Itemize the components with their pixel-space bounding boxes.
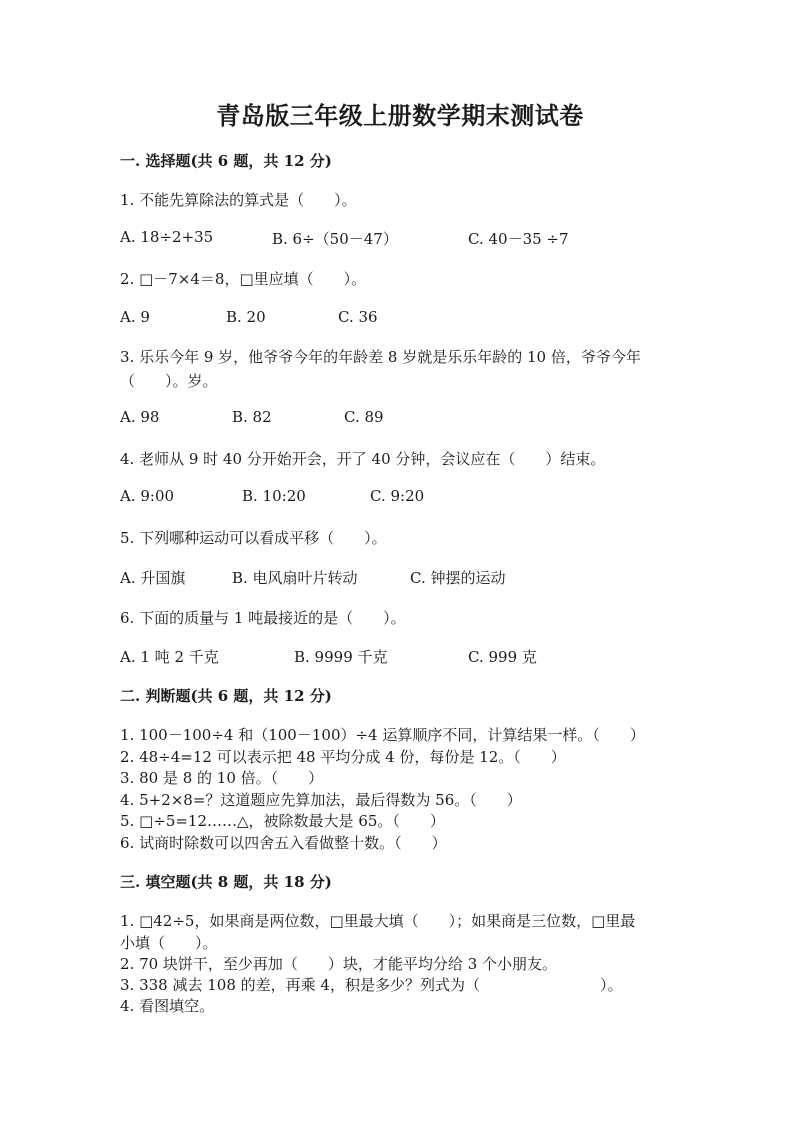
- question-stem: 5. 下列哪种运动可以看成平移（ ）。: [120, 529, 387, 547]
- option-b: B. 6÷（50－47）: [272, 230, 398, 248]
- option-c: C. 999 克: [468, 648, 537, 666]
- option-b: B. 9999 千克: [294, 648, 388, 666]
- list-item: 3. 338 减去 108 的差，再乘 4，积是多少？列式为（ ）。: [120, 976, 623, 994]
- option-a: A. 1 吨 2 千克: [120, 648, 219, 666]
- question-stem: 1. 不能先算除法的算式是（ ）。: [120, 191, 357, 209]
- question-stem: 6. 下面的质量与 1 吨最接近的是（ ）。: [120, 609, 406, 627]
- question-stem-continued: （ ）。岁。: [120, 372, 218, 390]
- option-c: C. 36: [338, 308, 378, 326]
- option-b: B. 电风扇叶片转动: [232, 569, 358, 587]
- option-a: A. 18÷2+35: [120, 228, 214, 246]
- list-item: 3. 80 是 8 的 10 倍。（ ）: [120, 769, 324, 787]
- section-heading-fill-blank: 三. 填空题(共 8 题，共 18 分): [120, 873, 332, 891]
- option-a: A. 9: [120, 308, 150, 326]
- list-item: 6. 试商时除数可以四舍五入看做整十数。（ ）: [120, 834, 447, 852]
- option-b: B. 20: [226, 308, 266, 326]
- question-stem: 4. 老师从 9 时 40 分开始开会，开了 40 分钟，会议应在（ ）结束。: [120, 450, 606, 468]
- section-heading-judgement: 二. 判断题(共 6 题，共 12 分): [120, 687, 332, 705]
- list-item-continued: 小填（ ）。: [120, 934, 218, 952]
- list-item: 1. □42÷5，如果商是两位数，□里最大填（ ）；如果商是三位数，□里最: [120, 912, 636, 930]
- option-b: B. 82: [232, 408, 272, 426]
- page-title: 青岛版三年级上册数学期末测试卷: [216, 101, 584, 130]
- section-heading-choice: 一. 选择题(共 6 题，共 12 分): [120, 152, 332, 170]
- option-c: C. 9:20: [370, 487, 425, 505]
- option-b: B. 10:20: [242, 487, 306, 505]
- list-item: 4. 看图填空。: [120, 997, 215, 1015]
- list-item: 5. □÷5=12……△，被除数最大是 65。（ ）: [120, 812, 445, 830]
- list-item: 2. 70 块饼干，至少再加（ ）块，才能平均分给 3 个小朋友。: [120, 955, 558, 973]
- question-stem: 3. 乐乐今年 9 岁，他爷爷今年的年龄差 8 岁就是乐乐年龄的 10 倍，爷爷今年: [120, 348, 641, 366]
- option-a: A. 9:00: [120, 487, 175, 505]
- option-c: C. 40－35 ÷7: [468, 230, 569, 248]
- option-a: A. 98: [120, 408, 160, 426]
- option-c: C. 钟摆的运动: [410, 569, 506, 587]
- list-item: 1. 100－100÷4 和（100－100）÷4 运算顺序不同，计算结果一样。（ ）: [120, 726, 645, 744]
- list-item: 2. 48÷4=12 可以表示把 48 平均分成 4 份，每份是 12。（ ）: [120, 748, 566, 766]
- question-stem: 2. □－7×4＝8，□里应填（ ）。: [120, 270, 367, 288]
- option-a: A. 升国旗: [120, 569, 186, 587]
- option-c: C. 89: [344, 408, 384, 426]
- list-item: 4. 5+2×8=？这道题应先算加法，最后得数为 56。（ ）: [120, 791, 522, 809]
